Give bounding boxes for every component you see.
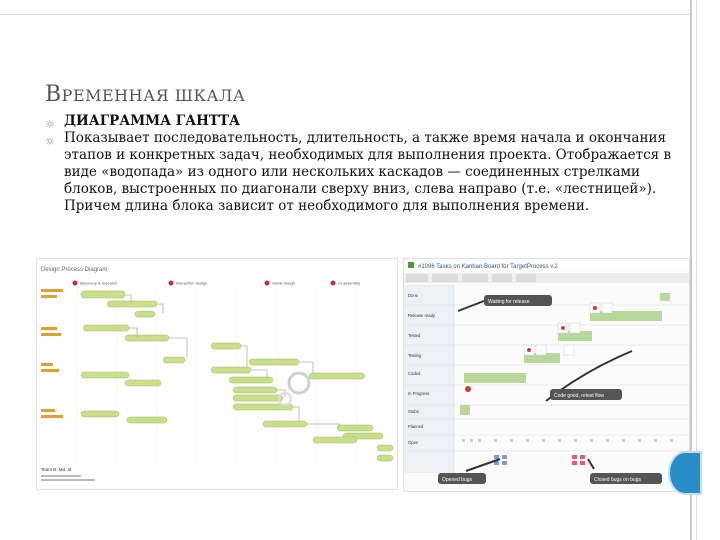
top-frame-line [0, 14, 690, 15]
bullet-item-heading [45, 113, 685, 130]
gantt-diagram-image [36, 258, 398, 490]
svg-text:Planned: Planned [408, 424, 424, 429]
svg-text:Done: Done [408, 293, 419, 298]
slide-navigation-tab[interactable] [668, 451, 702, 495]
gantt-figure-title: Design Process Diagram [41, 267, 108, 273]
svg-text:Coded: Coded [408, 371, 421, 376]
callout-opened-bugs: Opened bugs [442, 477, 473, 483]
gantt-footer: Team B. Md. Id [41, 467, 72, 472]
svg-text:Open: Open [408, 440, 419, 445]
slide-title: ВРЕМЕННАЯ ШКАЛА [45, 82, 246, 107]
bullet-item-description [45, 130, 685, 215]
taskboard-header: #1096 Tasks on Kanban Board for TargetProcess v.2 [418, 264, 558, 270]
callout-closed-bugs: Closed bugs on bugs [594, 477, 641, 483]
callout-waiting: Waiting for release [488, 299, 530, 305]
svg-text:Testing: Testing [408, 353, 422, 358]
svg-text:Tested: Tested [408, 333, 421, 338]
svg-text:UI assembly: UI assembly [338, 280, 361, 286]
svg-text:interaction design: interaction design [176, 280, 208, 286]
bullet-text-heading: ДИАГРАММА ГАНТТА [64, 113, 240, 129]
svg-text:visual design: visual design [272, 280, 296, 286]
svg-text:Release ready: Release ready [408, 313, 436, 318]
callout-code-good: Code good, retest flow [554, 393, 605, 399]
kanban-taskboard-image [403, 258, 690, 492]
svg-text:discovery & research: discovery & research [80, 280, 118, 286]
sun-bullet-icon: ☼ [45, 135, 55, 148]
sun-bullet-icon: ☼ [45, 118, 55, 131]
svg-text:In Progress: In Progress [408, 391, 430, 396]
bullet-text-description: Показывает последовательность, длительность, а также время начала и окончания этапов и конкретных задач, необходимых для выполнения проекта. Отображается в виде «водопада» из одного или нескольких каскадов — соединенных стрелками блоков, выстроенных по диагонали сверху вниз, слева направо (т.е. «лестницей»). Причем длина блока зависит от необходимого для выполнения времени. [64, 130, 672, 214]
svg-text:Stubs: Stubs [408, 409, 419, 414]
bullet-list [45, 113, 685, 215]
